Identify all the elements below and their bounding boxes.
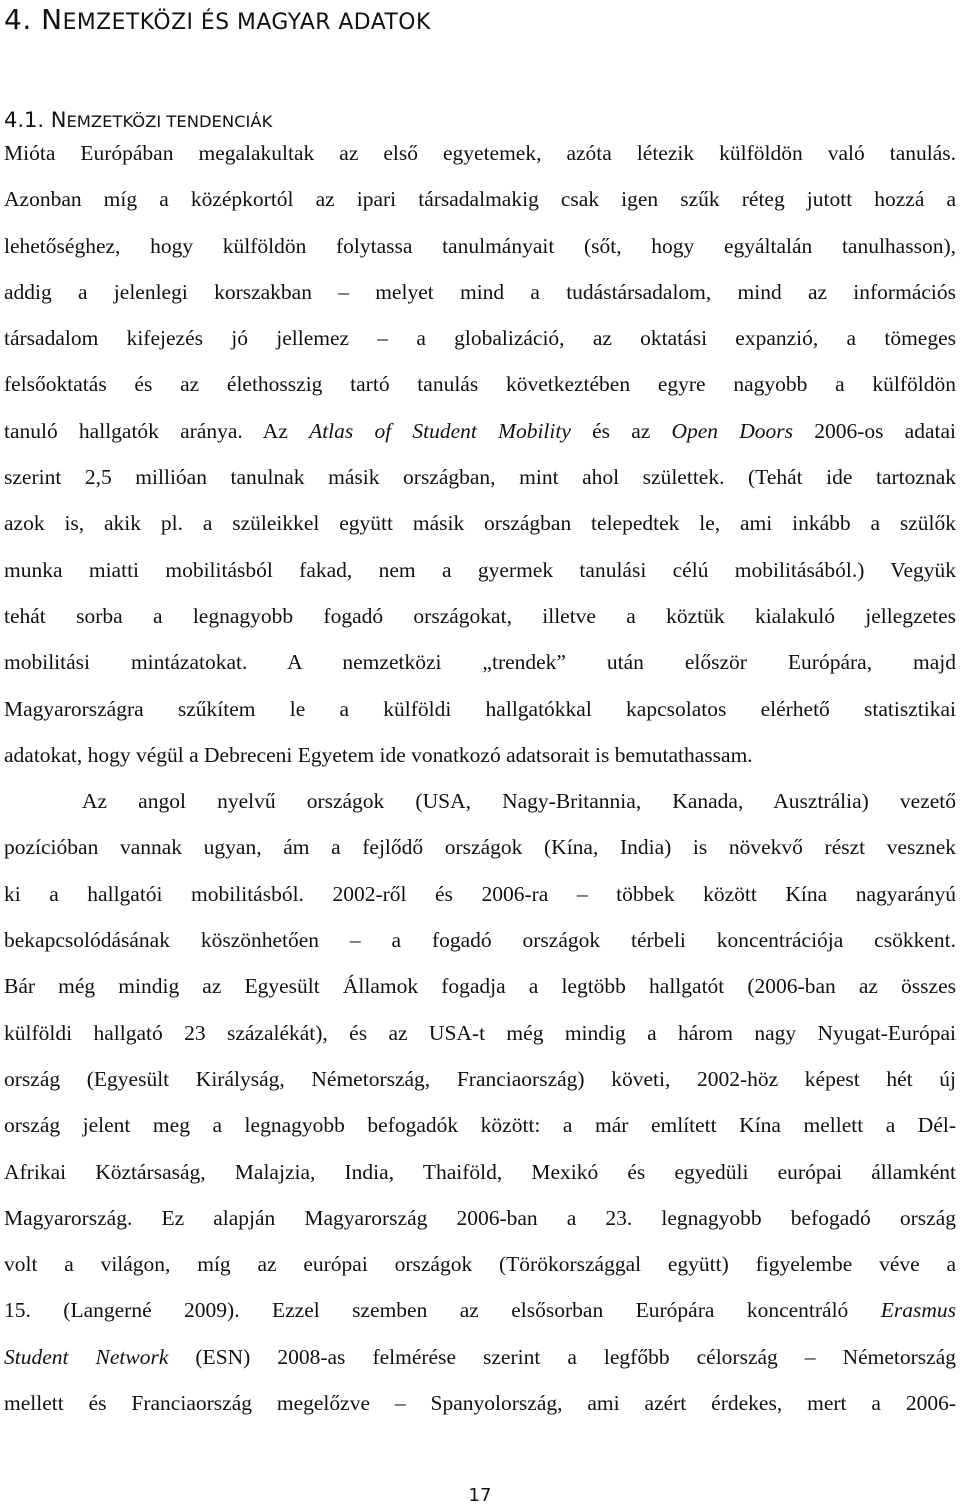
text-segment: Bár még mindig az Egyesült Államok fogadja a legtöbb hallgatót (2006-ban az összes xyxy=(4,974,956,999)
text-segment: mellett és Franciaország megelőzve – Spanyolország, ami azért érdekes, mert a 2006- xyxy=(4,1391,956,1416)
text-segment: 2006-os adatai xyxy=(793,418,956,443)
text-segment: Afrikai Köztársaság, Malajzia, India, Thaiföld, Mexikó és egyedüli európai államként xyxy=(4,1159,956,1184)
chapter-heading xyxy=(4,2,431,41)
text-line xyxy=(4,547,956,593)
text-segment: (ESN) 2008-as felmérése szerint a legfőbb célország – Németország xyxy=(168,1344,956,1369)
italic-text: Open Doors xyxy=(671,418,794,443)
text-line xyxy=(4,639,956,685)
text-segment: felsőoktatás és az élethosszig tartó tanulás következtében egyre nagyobb a külföldön xyxy=(4,372,956,397)
text-segment: Az angol nyelvű országok (USA, Nagy-Britannia, Kanada, Ausztrália) vezető xyxy=(82,789,956,814)
text-segment: tehát sorba a legnagyobb fogadó országokat, illetve a köztük kialakuló jellegzetes xyxy=(4,603,956,628)
text-line xyxy=(4,454,956,500)
text-segment: munka miatti mobilitásból fakad, nem a gyermek tanulási célú mobilitásából.) Vegyük xyxy=(4,557,956,582)
text-segment: bekapcsolódásának köszönhetően – a fogadó országok térbeli koncentrációja csökkent. xyxy=(4,928,956,953)
text-line xyxy=(4,315,956,361)
text-segment: ország jelent meg a legnagyobb befogadók között: a már említett Kína mellett a Dél- xyxy=(4,1113,956,1138)
text-segment: Mióta Európában megalakultak az első egyetemek, azóta létezik külföldön való tanulás. xyxy=(4,141,956,165)
italic-text: Erasmus xyxy=(880,1298,956,1323)
text-line xyxy=(4,500,956,546)
text-line xyxy=(4,778,956,824)
italic-text: Atlas of Student Mobility xyxy=(309,418,571,443)
text-segment: azok is, akik pl. a szüleikkel együtt másik országban telepedtek le, ami inkább a szülők xyxy=(4,511,956,536)
text-line xyxy=(4,1010,956,1056)
text-line xyxy=(4,1241,956,1287)
text-line xyxy=(4,1380,956,1426)
text-segment: adatokat, hogy végül a Debreceni Egyetem ide vonatkozó adatsorait is bemutathassam. xyxy=(4,742,753,767)
text-line xyxy=(4,1149,956,1195)
body-text xyxy=(4,130,956,1426)
text-line xyxy=(4,593,956,639)
text-segment: társadalom kifejezés jó jellemez – a globalizáció, az oktatási expanzió, a tömeges xyxy=(4,326,956,351)
text-line xyxy=(4,824,956,870)
text-segment: 15. (Langerné 2009). Ezzel szemben az elsősorban Európára koncentráló xyxy=(4,1298,881,1323)
text-line xyxy=(4,1056,956,1102)
text-line xyxy=(4,917,956,963)
text-segment: tanuló hallgatók aránya. Az xyxy=(4,418,310,443)
chapter-heading-rest: EMZETKÖZI ÉS MAGYAR ADATOK xyxy=(62,10,431,35)
chapter-heading-prefix: 4. N xyxy=(4,3,63,36)
text-line xyxy=(4,732,956,778)
text-segment: Magyarország. Ez alapján Magyarország 2006-ban a 23. legnagyobb befogadó ország xyxy=(4,1205,956,1230)
text-line xyxy=(4,686,956,732)
text-segment: és az xyxy=(570,418,672,443)
text-segment: lehetőséghez, hogy külföldön folytassa tanulmányait (sőt, hogy egyáltalán tanulhasson), xyxy=(4,233,956,258)
text-line xyxy=(4,963,956,1009)
text-line xyxy=(4,408,956,454)
text-segment: ki a hallgatói mobilitásból. 2002-ről és 2006-ra – többek között Kína nagyarányú xyxy=(4,881,956,906)
text-segment: mobilitási mintázatokat. A nemzetközi „trendek” után először Európára, majd xyxy=(4,650,956,675)
text-line xyxy=(4,223,956,269)
text-segment: Azonban míg a középkortól az ipari társadalmakig csak igen szűk réteg jutott hozzá a xyxy=(4,187,956,212)
page-number: 17 xyxy=(468,1485,492,1506)
italic-text: Student Network xyxy=(4,1344,169,1369)
text-segment: addig a jelenlegi korszakban – melyet mind a tudástársadalom, mind az információs xyxy=(4,279,956,304)
text-line xyxy=(4,269,956,315)
text-segment: Magyarországra szűkítem le a külföldi hallgatókkal kapcsolatos elérhető statisztikai xyxy=(4,696,956,721)
section-heading-prefix: 4.1. N xyxy=(4,108,67,132)
text-line xyxy=(4,1287,956,1333)
text-segment: ország (Egyesült Királyság, Németország, Franciaország) követi, 2002-höz képest hét új xyxy=(4,1066,956,1091)
text-segment: pozícióban vannak ugyan, ám a fejlődő országok (Kína, India) is növekvő részt vesznek xyxy=(4,835,956,860)
text-line xyxy=(4,871,956,917)
section-heading-rest: EMZETKÖZI TENDENCIÁK xyxy=(66,112,273,131)
text-line xyxy=(4,1334,956,1380)
text-line xyxy=(4,130,956,176)
text-segment: szerint 2,5 millióan tanulnak másik országban, mint ahol születtek. (Tehát ide tartoznak xyxy=(4,465,956,490)
text-line xyxy=(4,176,956,222)
text-line xyxy=(4,1102,956,1148)
text-segment: volt a világon, míg az európai országok (Törökországgal együtt) figyelembe véve a xyxy=(4,1252,956,1277)
text-line xyxy=(4,361,956,407)
text-segment: külföldi hallgató 23 százalékát), és az USA-t még mindig a három nagy Nyugat-Európai xyxy=(4,1020,956,1045)
text-line xyxy=(4,1195,956,1241)
